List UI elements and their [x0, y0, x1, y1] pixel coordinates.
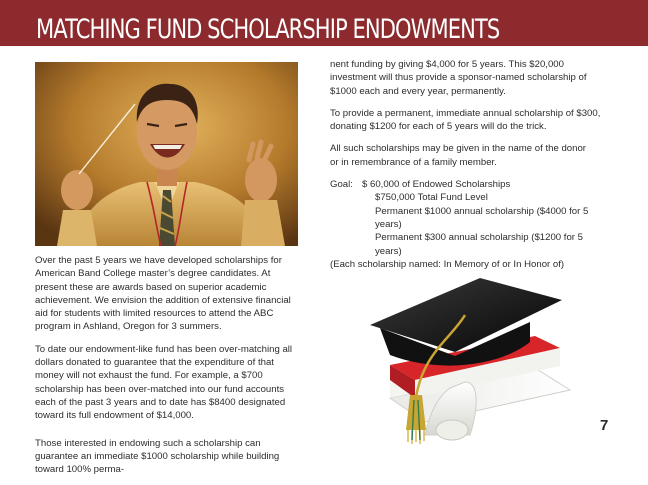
page-title: MATCHING FUND SCHOLARSHIP ENDOWMENTS — [36, 14, 500, 45]
goal-label: Goal: — [330, 179, 353, 191]
goal-item: $ 60,000 of Endowed Scholarships — [362, 179, 511, 191]
goal-item: Permanent $1000 annual scholarship ($4000 for 5 years) — [375, 205, 589, 230]
title-banner — [0, 0, 648, 46]
naming-line-1: All such scholarships may be given in the name of the donor — [330, 143, 586, 155]
left-column-text — [35, 254, 305, 485]
paragraph-fund-matching: To date our endowment-like fund has been over-matching all dollars donated to guarantee that the expenditure of that money will not exhaust the fund. For example, a $700 scholarship has been over-matched into our fund accounts each of the past 3 years and to date has $8400 designated toward its full endowment of $14,000. — [35, 343, 293, 422]
conductor-photo-illustration — [35, 62, 298, 246]
goal-item: $750,000 Total Fund Level — [375, 192, 488, 204]
paragraph-naming — [330, 142, 612, 169]
naming-line-2: or in remembrance of a family member. — [330, 156, 497, 168]
goal-item: Permanent $300 annual scholarship ($1200 for 5 years) — [375, 232, 584, 257]
goal-row — [330, 178, 612, 191]
paragraph-endowing-continued: nent funding by giving $4,000 for 5 years. This $20,000 investment will thus provide a sponsor-named scholarship of $1000 each and every year, permanently. — [330, 59, 587, 97]
page-number: 7 — [600, 417, 609, 434]
graduation-cap-diploma-image — [330, 270, 580, 445]
conductor-photo — [35, 62, 298, 246]
paragraph-scholarships-history: Over the past 5 years we have developed scholarships for American Band College master’s degree candidates. At present these are awards based on superior academic achievement. We envision the addition of extensive financial aid for students with limited resources to attend the ABC program in Ashland, Oregon for 3 summers. — [35, 255, 291, 333]
goal-note: (Each scholarship named: In Memory of or In Honor of) — [330, 258, 565, 270]
goals-list — [330, 178, 612, 271]
right-column-text — [330, 58, 612, 271]
paragraph-endowing-start: Those interested in endowing such a scholarship can guarantee an immediate $1000 scholarship while building toward 100% perma- — [35, 437, 280, 476]
paragraph-annual-300: To provide a permanent, immediate annual scholarship of $300, donating $1200 for each of 5 years will do the trick. — [330, 107, 601, 133]
